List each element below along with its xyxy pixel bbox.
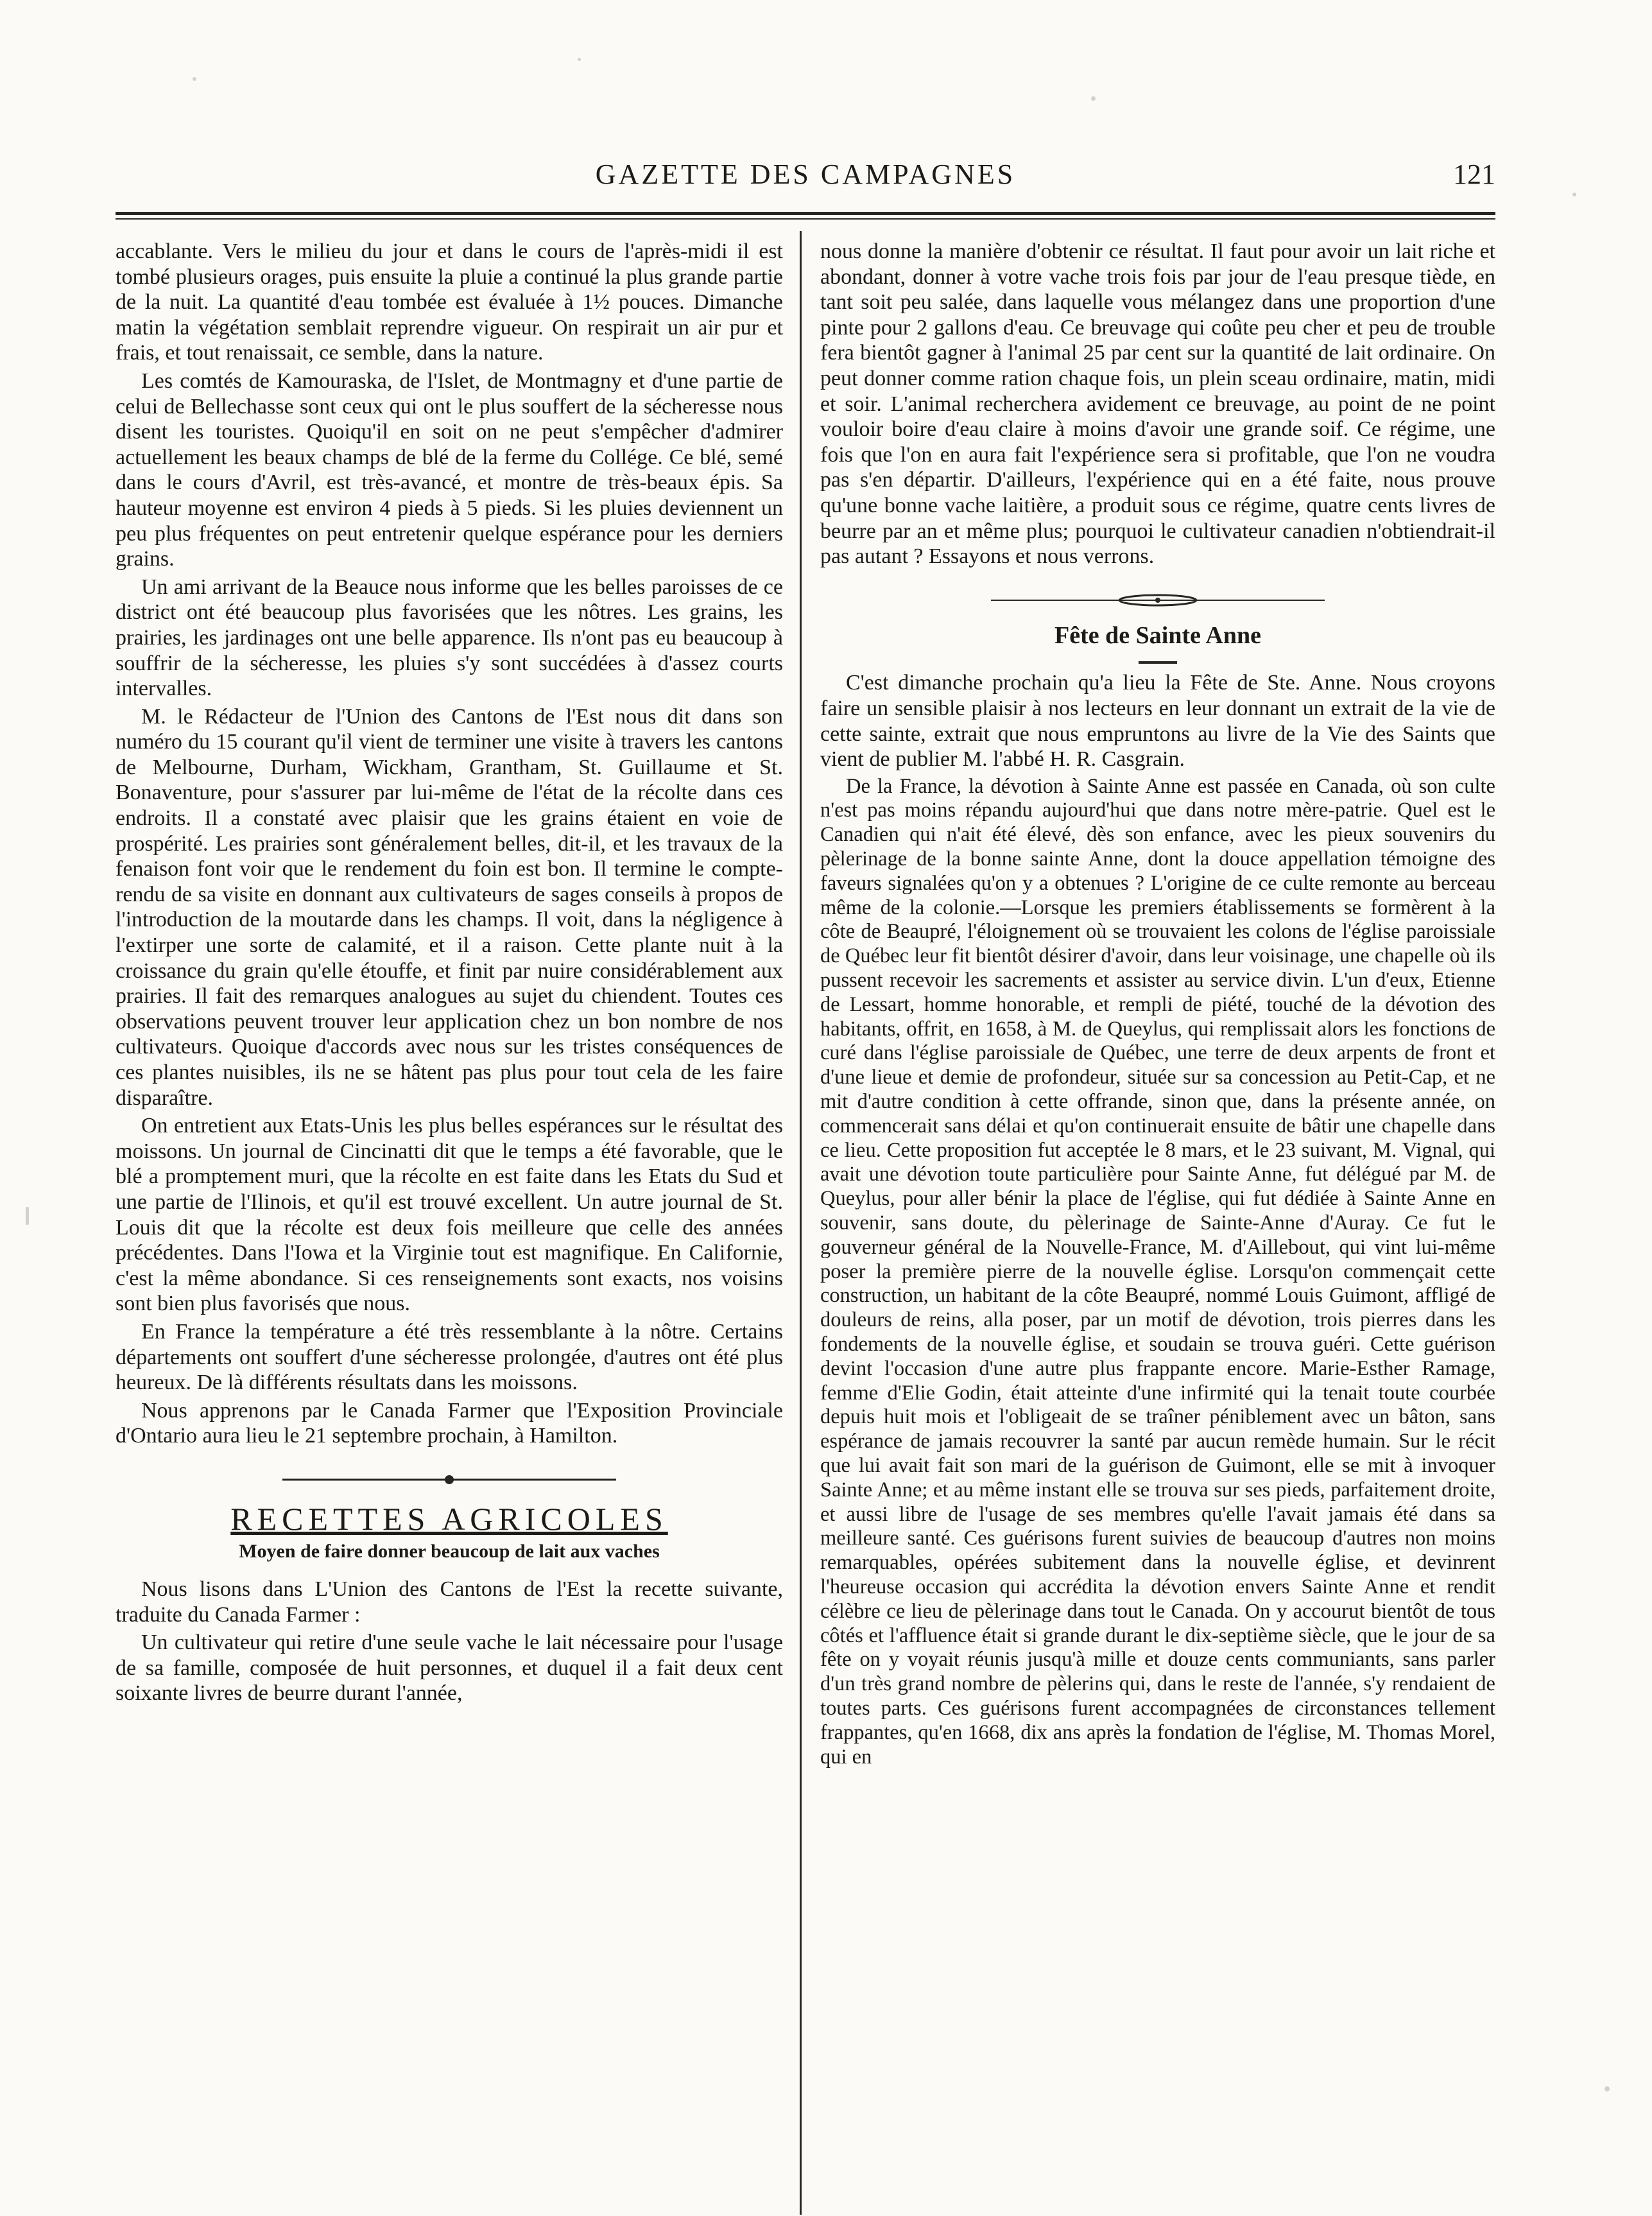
article-paragraph: accablante. Vers le milieu du jour et dans le cours de l'après-midi il est tombé plusieurs orages, puis ensuite la pluie a continué la plus grande partie de la nuit. La quantité d'eau tombée est évaluée à 1½ pouces. Dimanche matin la végétation semblait reprendre vigueur. On respirait un air pur et frais, et tout renaissait, ce semble, dans la nature. — [116, 239, 783, 365]
scan-speck — [26, 1207, 29, 1225]
header-rule-thin — [116, 218, 1495, 220]
section-subtitle: Moyen de faire donner beaucoup de lait aux vaches — [239, 1540, 660, 1562]
page-number: 121 — [1453, 159, 1495, 190]
scan-speck — [578, 58, 581, 61]
scan-speck — [193, 77, 196, 81]
section-separator-ornament — [978, 593, 1338, 608]
article-paragraph: Nous apprenons par le Canada Farmer que l'Exposition Provinciale d'Ontario aura lieu le 21 septembre prochain, à Hamilton. — [116, 1398, 783, 1448]
article-paragraph: Nous lisons dans L'Union des Cantons de l'Est la recette suivante, traduite du Canada Farmer : — [116, 1577, 783, 1627]
column-divider — [800, 231, 802, 2215]
article-paragraph: De la France, la dévotion à Sainte Anne est passée en Canada, où son culte n'est pas moins répandu aujourd'hui que dans notre mère-patrie. Quel est le Canadien qui n'ait été élevé, dès son enfance, avec les pieux souvenirs du pèlerinage de la bonne sainte Anne, dont la douce appellation témoigne des faveurs signalées qu'on y a obtenues ? L'origine de ce culte remonte au berceau même de la colonie.—Lorsque les premiers établissements se formèrent à la côte de Beaupré, l'éloignement où se trouvaient les colons de l'église paroissiale de Québec leur fit bientôt désirer d'avoir, dans leur voisinage, une chapelle où ils pussent recevoir les sacrements et assister au service divin. L'un d'eux, Etienne de Lessart, homme honorable, et rempli de piété, touché de la dévotion des habitants, offrit, en 1658, à M. de Queylus, qui remplissait alors les fonctions de curé dans l'église paroissiale de Québec, une terre de deux arpents de front et d'une lieue et demie de profondeur, située sur sa concession au Petit-Cap, et ne mit d'autre condition à cette offrande, sinon que, dans la présente année, on commencerait sans délai et qu'on continuerait ensuite de bâtir une chapelle dans ce lieu. Cette proposition fut acceptée le 8 mars, et le 23 suivant, M. Vignal, qui avait une dévotion toute particulière pour Sainte Anne, fut délégué par M. de Queylus, pour aller bénir la place de l'église, qui fut dédiée à Sainte Anne en souvenir, sans doute, du pèlerinage de Sainte-Anne d'Auray. Ce fut le gouverneur général de la Nouvelle-France, M. d'Aillebout, qui vint lui-même poser la première pierre de la nouvelle église. Lorsqu'on commençait cette construction, un habitant de la côte Beaupré, nommé Louis Guimont, affligé de douleurs de reins, alla poser, par un motif de dévotion, trois pierres dans les fondements de la nouvelle église, et soudain se trouva guéri. Cette guérison devint l'occasion d'une autre plus frappante encore. Marie-Esther Ramage, femme d'Elie Godin, était atteinte d'une infirmité qui la tenait toute courbée depuis huit mois et l'obligeait de se traîner péniblement avec un bâton, sans espérance de jamais recouvrer la santé par aucun remède humain. Sur le récit que lui avait fait son mari de la guérison de Guimont, elle se mit à invoquer Sainte Anne; et au même instant elle se trouva sur ses pieds, parfaitement droite, et aussi libre de l'usage de ses membres qu'elle l'avait jamais été dans sa meilleure santé. Ces guérisons furent suivies de beaucoup d'autres non moins remarquables, opérées subitement dans la nouvelle église, et devinrent l'heureuse occasion qui accrédita la dévotion envers Sainte Anne et rendit célèbre ce lieu de pèlerinage dans tout le Canada. On y accourut bientôt de tous côtés et l'affluence était si grande durant le dix-septième siècle, que le jour de sa fête on y voyait réunis jusqu'à mille et douze cents communiants, sans parler d'un très grand nombre de pèlerins qui, dans le reste de l'année, s'y rendaient de toutes parts. Ces guérisons furent accompagnées de circonstances tellement frappantes, qu'en 1668, dix ans après la fondation de l'église, M. Thomas Morel, qui en — [820, 774, 1495, 1769]
article-paragraph: C'est dimanche prochain qu'a lieu la Fête de Ste. Anne. Nous croyons faire un sensible plaisir à nos lecteurs en leur donnant un extrait de la vie de cette sainte, extrait que nous empruntons au livre de la Vie des Saints que vient de publier M. l'abbé H. R. Casgrain. — [820, 671, 1495, 772]
left-column — [116, 239, 783, 1709]
article-paragraph: Un cultivateur qui retire d'une seule vache le lait nécessaire pour l'usage de sa famille, composée de huit personnes, et duquel il a fait deux cent soixante livres de beurre durant l'année, — [116, 1631, 783, 1706]
article-title: Fête de Sainte Anne — [1054, 621, 1261, 649]
article-paragraph: Les comtés de Kamouraska, de l'Islet, de Montmagny et d'une partie de celui de Bellechasse sont ceux qui ont le plus souffert de la sécheresse nous disent les touristes. Quoiqu'il en soit on ne peut s'empêcher d'admirer actuellement les beaux champs de blé de la ferme du Collége. Ce blé, semé dans le cours d'Avril, est très-avancé, et montre de très-beaux épis. Sa hauteur moyenne est environ 4 pieds à 5 pieds. Si les pluies deviennent un peu plus fréquentes on peut entretenir quelque espérance pour les derniers grains. — [116, 368, 783, 571]
article-paragraph: nous donne la manière d'obtenir ce résultat. Il faut pour avoir un lait riche et abondant, donner à votre vache trois fois par jour de l'eau presque tiède, en tant soit peu salée, dans laquelle vous mélangez dans une proportion d'une pinte pour 2 gallons d'eau. Ce breuvage qui coûte peu cher et peu de trouble fera bientôt gagner à l'animal 25 par cent sur la quantité de lait ordinaire. On peut donner comme ration chaque fois, un plein sceau ordinaire, matin, midi et soir. L'animal recherchera avidement ce breuvage, au point de ne point vouloir boire d'eau claire à moins d'avoir une grande soif. Ce régime, une fois que l'on en aura fait l'expérience sera si profitable, que l'on ne voudra pas s'en départir. D'ailleurs, l'expérience qui en a été faite, nous prouve qu'une bonne vache laitière, a produit sous ce régime, quatre cents livres de beurre par an et même plus; pourquoi le cultivateur canadien n'obtiendrait-il pas autant ? Essayons et nous verrons. — [820, 239, 1495, 569]
scan-speck — [1572, 193, 1576, 196]
scan-speck — [1605, 2086, 1610, 2091]
header-rule-thick — [116, 212, 1495, 215]
article-paragraph: On entretient aux Etats-Unis les plus belles espérances sur le résultat des moissons. Un journal de Cincinatti dit que le temps a été favorable, que le blé a promptement muri, que la récolte en est faite dans les Etats du Sud et une partie de l'Ilinois, et qu'il est trouvé excellent. Un autre journal de St. Louis dit que la récolte est deux fois meilleure que celle des années précédentes. Dans l'Iowa et la Virginie tout est magnifique. En Californie, c'est la même abondance. Si ces renseignements sont exacts, nos voisins sont bien plus favorisés que nous. — [116, 1114, 783, 1316]
title-underline — [1139, 661, 1177, 664]
publication-title: GAZETTE DES CAMPAGNES — [595, 159, 1016, 190]
article-paragraph: Un ami arrivant de la Beauce nous informe que les belles paroisses de ce district ont été beaucoup plus favorisées que les nôtres. Les grains, les prairies, les jardinages ont une belle apparence. Ils n'ont pas eu beaucoup à souffrir de la sécheresse, les pluies s'y sont succédées à d'assez courts intervalles. — [116, 575, 783, 701]
article-paragraph: En France la température a été très ressemblante à la nôtre. Certains départements ont souffert d'une sécheresse prolongée, d'autres ont été plus heureux. De là différents résultats dans les moissons. — [116, 1319, 783, 1395]
right-column — [820, 239, 1495, 1772]
section-separator-ornament — [270, 1472, 629, 1487]
section-title: RECETTES AGRICOLES — [230, 1500, 668, 1537]
scan-speck — [1091, 96, 1096, 101]
article-paragraph: M. le Rédacteur de l'Union des Cantons de l'Est nous dit dans son numéro du 15 courant qu'il vient de terminer une visite à travers les cantons de Melbourne, Durham, Wickham, Grantham, St. Guillaume et St. Bonaventure, pour s'assurer par lui-même de l'état de la récolte dans ces endroits. Il a constaté avec plaisir que les grains étaient en voie de prospérité. Les prairies sont généralement belles, dit-il, et les travaux de la fenaison font voir que le rendement du foin est bon. Il termine le compte-rendu de sa visite en donnant aux cultivateurs de sages conseils à propos de l'introduction de la moutarde dans les champs. Il voit, dans la négligence à l'extirper une sorte de calamité, et il a raison. Cette plante nuit à la croissance du grain qu'elle étouffe, et finit par nuire considérablement aux prairies. Il fait des remarques analogues au sujet du chiendent. Toutes ces observations peuvent trouver leur application chez un bon nombre de nos cultivateurs. Quoique d'accords avec nous sur les tristes conséquences de ces plantes nuisibles, ils ne se hâtent pas plus pour tout cela de les faire disparaître. — [116, 704, 783, 1110]
page-header — [116, 158, 1495, 203]
